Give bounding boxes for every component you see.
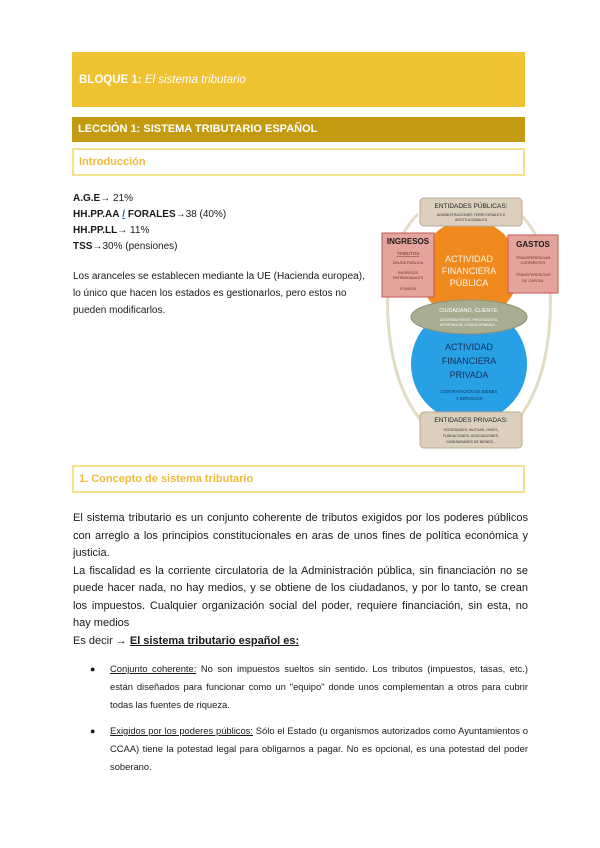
public-entities-sub2: INSTITUCIONALES xyxy=(454,218,488,222)
concepto-heading: 1. Concepto de sistema tributario xyxy=(79,473,254,485)
aranceles-paragraph: Los aranceles se establecen mediante la UE (Hacienda europea), lo único que hacen los estados es gestionarlos, pero estos no pueden modificarlos. xyxy=(73,271,365,316)
intro-heading: Introducción xyxy=(79,156,146,168)
stat-hhppll: HH.PP.LL→ 11% xyxy=(73,225,150,236)
gastos-l4: DE CAPITAL xyxy=(522,279,544,283)
ciudadano-ellipse xyxy=(411,300,527,334)
private-entities-l1: SOCIEDADES, MUTUAS, ONG'S, xyxy=(443,428,499,432)
ciudadano-l1: CONTRIBUYENTE, PRESTAMISTA, xyxy=(439,318,499,322)
concepto-p1: El sistema tributario es un conjunto coherente de tributos exigidos por los poderes públicos con arreglo a los principios constitucionales en aras de unos fines de política económica y justicia. xyxy=(73,512,528,559)
ingresos-l1: TRIBUTOS xyxy=(396,251,420,256)
lesson-title: LECCIÓN 1: SISTEMA TRIBUTARIO ESPAÑOL xyxy=(78,123,318,135)
afpr-sub2: Y SERVICIOS xyxy=(455,396,483,401)
ingresos-l3: INGRESOS xyxy=(397,271,419,275)
private-entities-title: ENTIDADES PRIVADAS: xyxy=(434,417,508,424)
ingresos-l5: FONDOS xyxy=(399,287,417,291)
afp-l3: PÚBLICA xyxy=(449,278,489,288)
block-title: El sistema tributario xyxy=(144,74,246,86)
stat-age: A.G.E→ 21% xyxy=(73,193,134,204)
ciudadano-title: CIUDADANO, CLIENTE: xyxy=(439,308,499,314)
bullet-term: Exigidos por los poderes públicos: xyxy=(110,725,253,736)
afpr-l2: FINANCIERA xyxy=(441,356,497,366)
es-decir-text: Es decir → xyxy=(73,634,127,647)
sistema-tributario-link: El sistema tributario español es: xyxy=(129,634,300,647)
concepto-body xyxy=(73,510,528,650)
public-entities-title: ENTIDADES PÚBLICAS: xyxy=(434,203,508,210)
afpr-sub1: CONTRATACIÓN DE BIENES xyxy=(440,389,498,394)
bullet-item xyxy=(90,660,528,714)
ciudadano-l2: APORTADOR, CONCESIONARIO... xyxy=(440,323,498,327)
bullet-dot-icon: ● xyxy=(90,726,96,736)
bullet-text: No son impuestos sueltos sin sentido. Los tributos (impuestos, tasas, etc.) están diseñados para funcionar como un "equipo" donde unos complementan a otros para cubrir todas las fuentes de riqueza. xyxy=(110,663,529,710)
diagram-svg xyxy=(378,188,560,456)
financial-activity-diagram xyxy=(378,188,560,456)
intro-heading-box xyxy=(72,148,525,176)
stats-list xyxy=(73,191,226,255)
ingresos-l4: PATRIMONIALES xyxy=(392,276,424,280)
ingresos-title: INGRESOS xyxy=(386,237,430,246)
afpr-l1: ACTIVIDAD xyxy=(444,342,494,352)
bullet-dot-icon: ● xyxy=(90,664,96,674)
afp-l1: ACTIVIDAD xyxy=(444,254,494,264)
afpr-l3: PRIVADA xyxy=(449,370,489,380)
bullet-term: Conjunto coherente: xyxy=(110,663,197,674)
private-entities-l3: COMUNIDADES DE BIENES... xyxy=(445,440,497,444)
stat-hhppaa: HH.PP.AA / FORALES→38 (40%) xyxy=(73,209,227,220)
lesson-banner xyxy=(72,117,525,142)
gastos-title: GASTOS xyxy=(516,240,550,249)
ingresos-l2: DEUDA PÚBLICA xyxy=(392,261,424,265)
bullet-text: Sólo el Estado (u organismos autorizados como Ayuntamientos o CCAA) tiene la potestad legal para obligarnos a pagar. No es opcional, es una potestad del poder soberano. xyxy=(110,725,528,772)
concepto-heading-box xyxy=(72,465,525,493)
block-banner xyxy=(72,52,525,107)
private-entities-l2: FUNDACIONES, ASOCIACIONES, xyxy=(442,434,500,438)
gastos-l1: TRANSFERENCIAS xyxy=(515,256,551,260)
gastos-l3: TRANSFERENCIAS xyxy=(515,273,551,277)
block-label: BLOQUE 1: xyxy=(79,74,142,86)
stat-tss: TSS→30% (pensiones) xyxy=(73,241,178,252)
afp-l2: FINANCIERA xyxy=(441,266,497,276)
public-entities-sub1: ADMINISTRACIONES TERRITORIALES E xyxy=(436,213,506,217)
concepto-p3 xyxy=(73,633,528,651)
concepto-p2: La fiscalidad es la corriente circulatoria de la Administración pública, sin financiación no se puede hacer nada, no hay medios, y se obtiene de los ciudadanos, y por lo tanto, se crean los impuestos. Cualquier organización social del poder, requiere financiación, sin esta, no hay medios xyxy=(73,564,528,629)
bullet-item xyxy=(90,722,528,776)
gastos-l2: CORRIENTES xyxy=(520,261,546,265)
